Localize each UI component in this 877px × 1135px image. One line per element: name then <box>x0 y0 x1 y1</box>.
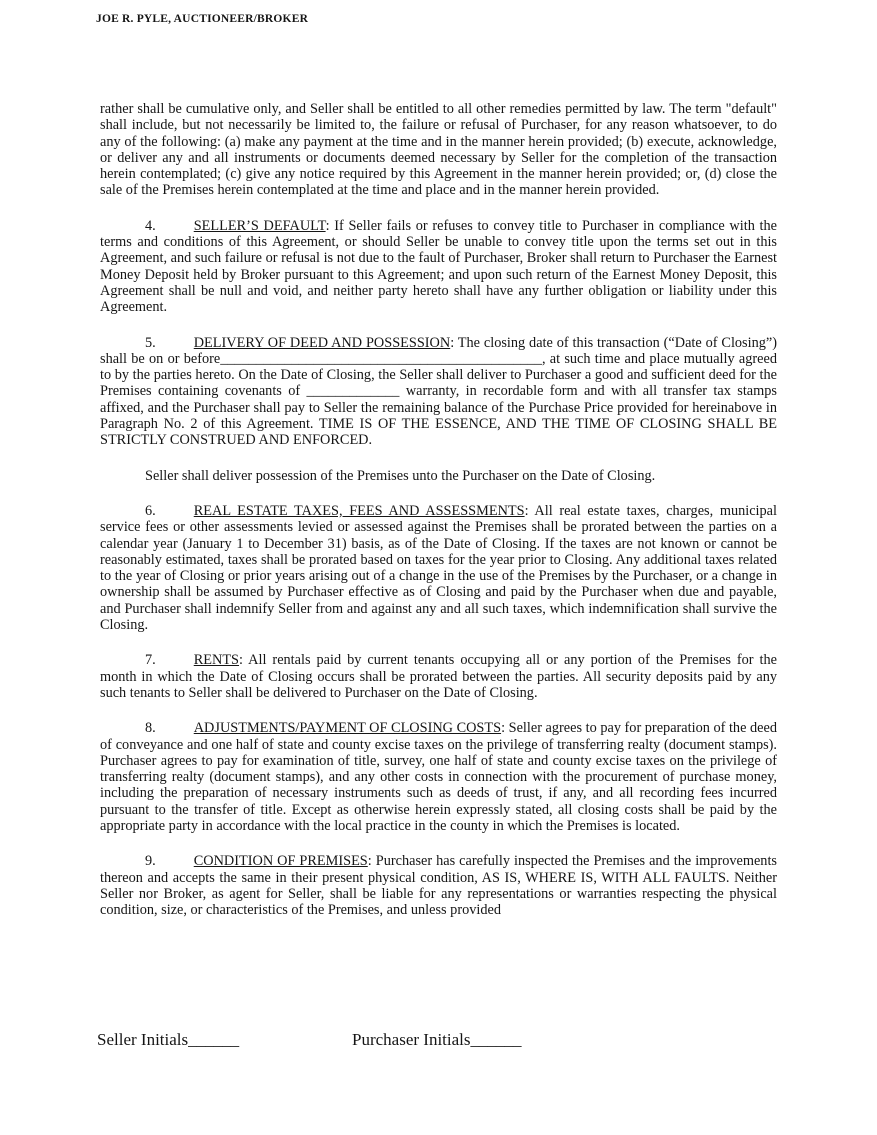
paragraph-text: warranty, in recordable form and with all transfer tax stamps affixed, and the Purchaser shall pay to Seller the remaining balance of the Purchase Price provided for hereinabove in Paragraph No. 2 of this Agreement. TIME IS OF THE ESSENCE, AND THE TIME OF CLOSING SHALL BE STRICTLY CONSTRUED AND ENFORCED. <box>100 383 777 449</box>
paragraph-heading: REAL ESTATE TAXES, FEES AND ASSESSMENTS <box>193 502 525 519</box>
purchaser-initials-label: Purchaser Initials <box>352 1030 471 1049</box>
paragraph-number: 9. <box>145 853 156 870</box>
document-body <box>100 101 777 937</box>
purchaser-initials-blank-line: ______ <box>470 1030 522 1049</box>
paragraph-default-continuation <box>100 101 777 199</box>
paragraph-number: 4. <box>145 217 156 234</box>
paragraph-possession <box>100 468 777 484</box>
seller-initials-label: Seller Initials <box>97 1030 189 1049</box>
paragraph-text: : The closing date of this transaction (“Date of Closing”) shall be on or before <box>100 334 778 367</box>
paragraph-4-sellers-default <box>100 218 777 316</box>
paragraph-text: : If Seller fails or refuses to convey title to Purchaser in compliance with the terms and conditions of this Agreement, or should Seller be unable to convey title upon the terms set out in this Agreement, and such failure or refusal is not due to the fault of Purchaser, Broker shall return to Purchaser the Earnest Money Deposit held by Broker pursuant to this Agreement; and upon such return of the Earnest Money Deposit, this Agreement shall be null and void, and neither party hereto shall have any further obligation or liability under this Agreement. <box>100 217 777 316</box>
seller-initials-blank-line: ______ <box>188 1030 240 1049</box>
closing-date-blank-line: _____________________________________________ <box>220 350 542 367</box>
paragraph-9-condition-of-premises <box>100 853 777 918</box>
paragraph-number: 7. <box>145 652 156 669</box>
seller-initials-group <box>97 1030 239 1050</box>
paragraph-heading: SELLER’S DEFAULT <box>193 217 326 234</box>
paragraph-text: : Seller agrees to pay for preparation of the deed of conveyance and one half of state and county excise taxes on the privilege of transferring realty (document stamps). Purchaser agrees to pay for examination of title, survey, one half of state and county excise taxes on the privilege of transferring realty (document stamps), and any other costs in connection with the procurement of purchase money, including the preparation of necessary instruments such as deeds of trust, if any, and all recording fees incurred pursuant to the transfer of title. Except as otherwise herein expressly stated, all closing costs shall be paid by the appropriate party in accordance with the local practice in the county in which the Premises is located. <box>100 720 777 834</box>
paragraph-heading: CONDITION OF PREMISES <box>193 853 368 870</box>
warranty-type-blank-line: _____________ <box>306 383 400 400</box>
purchaser-initials-group <box>352 1030 522 1050</box>
paragraph-text: : Purchaser has carefully inspected the Premises and the improvements thereon and accepts the same in their present physical condition, AS IS, WHERE IS, WITH ALL FAULTS. Neither Seller nor Broker, as agent for Seller, shall be liable for any representations or warranties respecting the physical condition, size, or characteristics of the Premises, and unless provided <box>100 853 777 919</box>
paragraph-heading: ADJUSTMENTS/PAYMENT OF CLOSING COSTS <box>193 720 502 737</box>
paragraph-number: 8. <box>145 720 156 737</box>
signature-initials-row <box>97 1030 774 1060</box>
paragraph-heading: RENTS <box>193 652 240 669</box>
paragraph-8-adjustments-closing-costs <box>100 720 777 834</box>
paragraph-number: 6. <box>145 502 156 519</box>
paragraph-text: : All rentals paid by current tenants occupying all or any portion of the Premises for the month in which the Date of Closing occurs shall be prorated between the parties. All security deposits paid by any such tenants to Seller shall be delivered to Purchaser on the Date of Closing. <box>100 652 777 701</box>
paragraph-5-delivery-of-deed <box>100 335 777 449</box>
paragraph-text: Seller shall deliver possession of the Premises unto the Purchaser on the Date of Closing. <box>145 467 656 484</box>
paragraph-6-real-estate-taxes <box>100 503 777 633</box>
paragraph-7-rents <box>100 652 777 701</box>
document-header-title: JOE R. PYLE, AUCTIONEER/BROKER <box>96 13 309 25</box>
paragraph-text: : All real estate taxes, charges, municipal service fees or other assessments levied or assessed against the Premises shall be prorated between the parties on a calendar year (January 1 to December 31) basis, as of the Date of Closing. If the taxes are not known or cannot be reasonably estimated, taxes shall be prorated based on taxes for the year prior to Closing. Any additional taxes related to the year of Closing or prior years arising out of a change in the use of the Premises by the Purchaser, or a change in ownership shall be assumed by Purchaser effective as of Closing and paid by the Purchaser when due and payable, and Purchaser shall indemnify Seller from and against any and all such taxes, which indemnification shall survive the Closing. <box>100 502 777 634</box>
paragraph-number: 5. <box>145 334 156 351</box>
paragraph-heading: DELIVERY OF DEED AND POSSESSION <box>193 334 451 351</box>
paragraph-text: , at such time and place mutually agreed to by the parties hereto. On the Date of Closing, the Seller shall deliver to Purchaser a good and sufficient deed for the Premises containing covenants of <box>100 350 777 400</box>
paragraph-text: rather shall be cumulative only, and Seller shall be entitled to all other remedies permitted by law. The term "default" shall include, but not necessarily be limited to, the failure or refusal of Purchaser, for any reason whatsoever, to do any of the following: (a) make any payment at the time and in the manner herein provided; (b) execute, acknowledge, or deliver any and all instruments or documents deemed necessary by Seller for the completion of the transaction herein contemplated; (c) give any notice required by this Agreement in the manner herein provided; or, (d) close the sale of the Premises herein contemplated at the time and place and in the manner herein provided. <box>100 101 777 199</box>
